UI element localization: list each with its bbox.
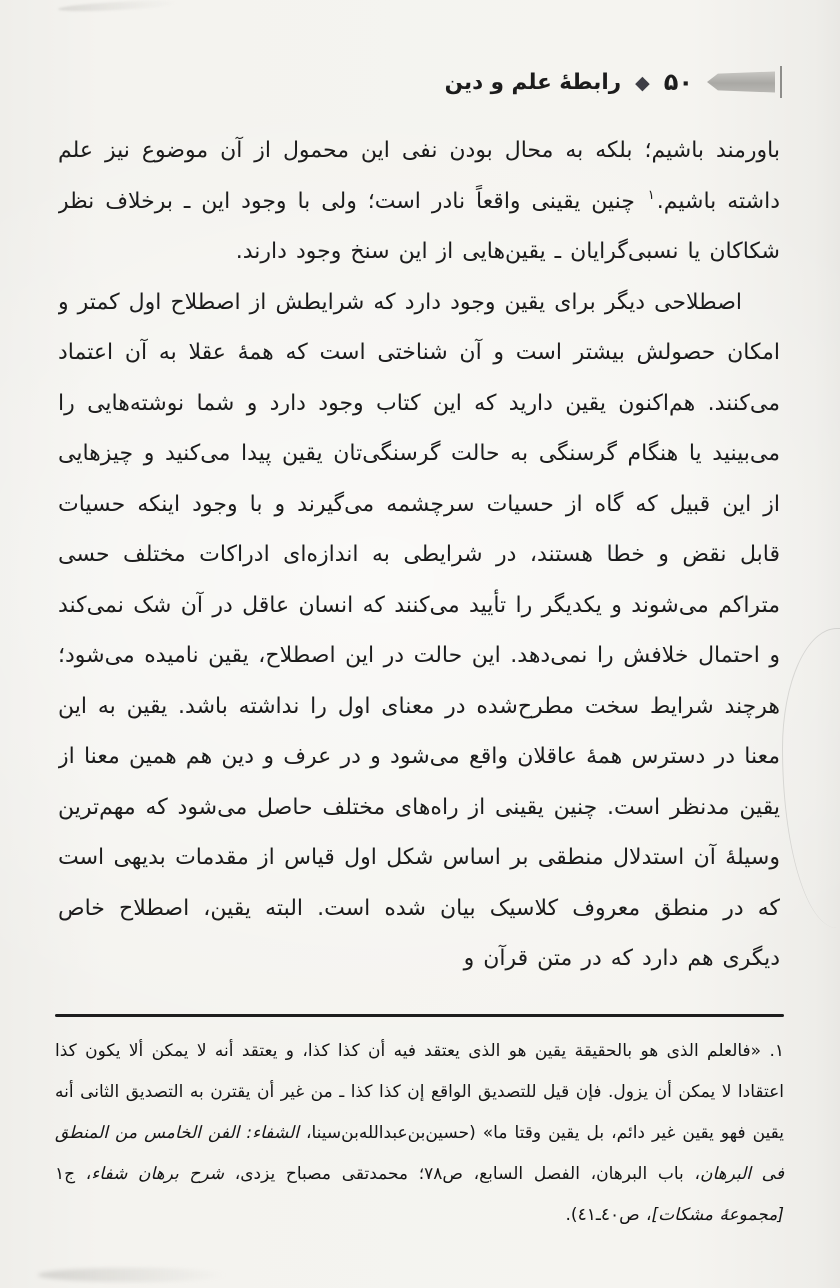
footnote-volume: ، ج١ bbox=[55, 1164, 92, 1184]
footnote-reference-mark: ۱ bbox=[647, 187, 655, 203]
diamond-icon: ◆ bbox=[635, 71, 650, 94]
footnote-quote-text: «فالعلم الذی هو بالحقیقة یقین هو الذی یعتقد فیه أن کذا کذا، و یعتقد أنه لا یمکن ألا یکون کذا اعتقادا لا یمکن أن یزول. فإن قیل للتصدیق الواقع إن کذا کذا ـ من غیر أن یقترن به التصدیق الثانی أنه یقین فهو یقین غیر دائم، بل یقین وقتا ما» (حسین‌بن‌عبدالله‌بن‌سینا، bbox=[55, 1041, 785, 1143]
page-body bbox=[58, 126, 780, 1010]
footnote-area bbox=[55, 1014, 784, 1236]
scan-corner-smudge bbox=[38, 1268, 228, 1282]
footnote-separator-rule bbox=[55, 1014, 784, 1017]
header-rule-mark bbox=[780, 66, 782, 98]
footnote-series-title: [مجموعهٔ مشکات] bbox=[651, 1205, 784, 1225]
footnote-pages: ، ص٤٠ـ٤١). bbox=[565, 1205, 652, 1225]
paragraph-2: اصطلاحی دیگر برای یقین وجود دارد که شرایطش از اصطلاح اول کمتر و امکان حصولش بیشتر است و آن شناختی است که همهٔ عقلا به آن اعتماد می‌کنند. هم‌اکنون یقین دارید که این کتاب وجود دارد و شما نوشته‌هایی را می‌بینید یا هنگام گرسنگی به حالت گرسنگی‌تان یقین پیدا می‌کنید و چیزهایی از این قبیل که گاه از حسیات سرچشمه می‌گیرند و با وجود اینکه حسیات قابل نقض و خطا هستند، در شرایطی به اندازه‌ای ادراکات مختلف حسی متراکم می‌شوند و یکدیگر را تأیید می‌کنند که انسان عاقل در آن شک نمی‌کند و احتمال خلافش را نمی‌دهد. این حالت در این اصطلاح، یقین نامیده می‌شود؛ هرچند شرایط سخت مطرح‌شده در معنای اول را نداشته باشد. یقین به این معنا در دسترس همهٔ عاقلان واقع می‌شود و در عرف و دین هم همین معنا از یقین مدنظر است. چنین یقینی از راه‌های مختلف حاصل می‌شود که مهم‌ترین وسیلهٔ آن استدلال منطقی بر اساس شکل اول قیاس از مقدمات بدیهی است که در منطق معروف کلاسیک بیان شده است. البته یقین، اصطلاح خاص دیگری هم دارد که در متن قرآن و bbox=[58, 289, 780, 971]
page-number: ۵۰ bbox=[663, 68, 693, 96]
footnote-book-title-shifa: الشفاء: الفن الخامس من المنطق فی البرهان bbox=[55, 1123, 784, 1184]
footnote-book-title-sharh: شرح برهان شفاء bbox=[91, 1164, 225, 1184]
footnote-citation-middle: ، باب البرهان، الفصل السابع، ص٧٨؛ محمدتقی مصباح یزدی، bbox=[224, 1164, 700, 1184]
running-title: رابطهٔ علم و دین bbox=[444, 69, 622, 95]
arrow-left-icon bbox=[707, 71, 775, 93]
footnote-marker: ۱. bbox=[761, 1041, 784, 1061]
paragraph-1 bbox=[58, 126, 780, 278]
scan-edge-artifact bbox=[782, 628, 840, 928]
paragraph-1-text-after-ref: چنین یقینی واقعاً نادر است؛ ولی با وجود این ـ برخلاف نظر شکاکان یا نسبی‌گرایان ـ یقین‌هایی از این سنخ وجود دارند. bbox=[58, 188, 780, 264]
bookmark-arrow-decoration bbox=[707, 66, 782, 98]
paragraph-1-text-before-ref: باورمند باشیم؛ بلکه به محال بودن نفی این محمول از آن موضوع نیز علم داشته باشیم. bbox=[58, 138, 780, 214]
scan-top-streak bbox=[58, 0, 178, 13]
running-head bbox=[60, 66, 782, 98]
footnote-1 bbox=[55, 1031, 784, 1236]
